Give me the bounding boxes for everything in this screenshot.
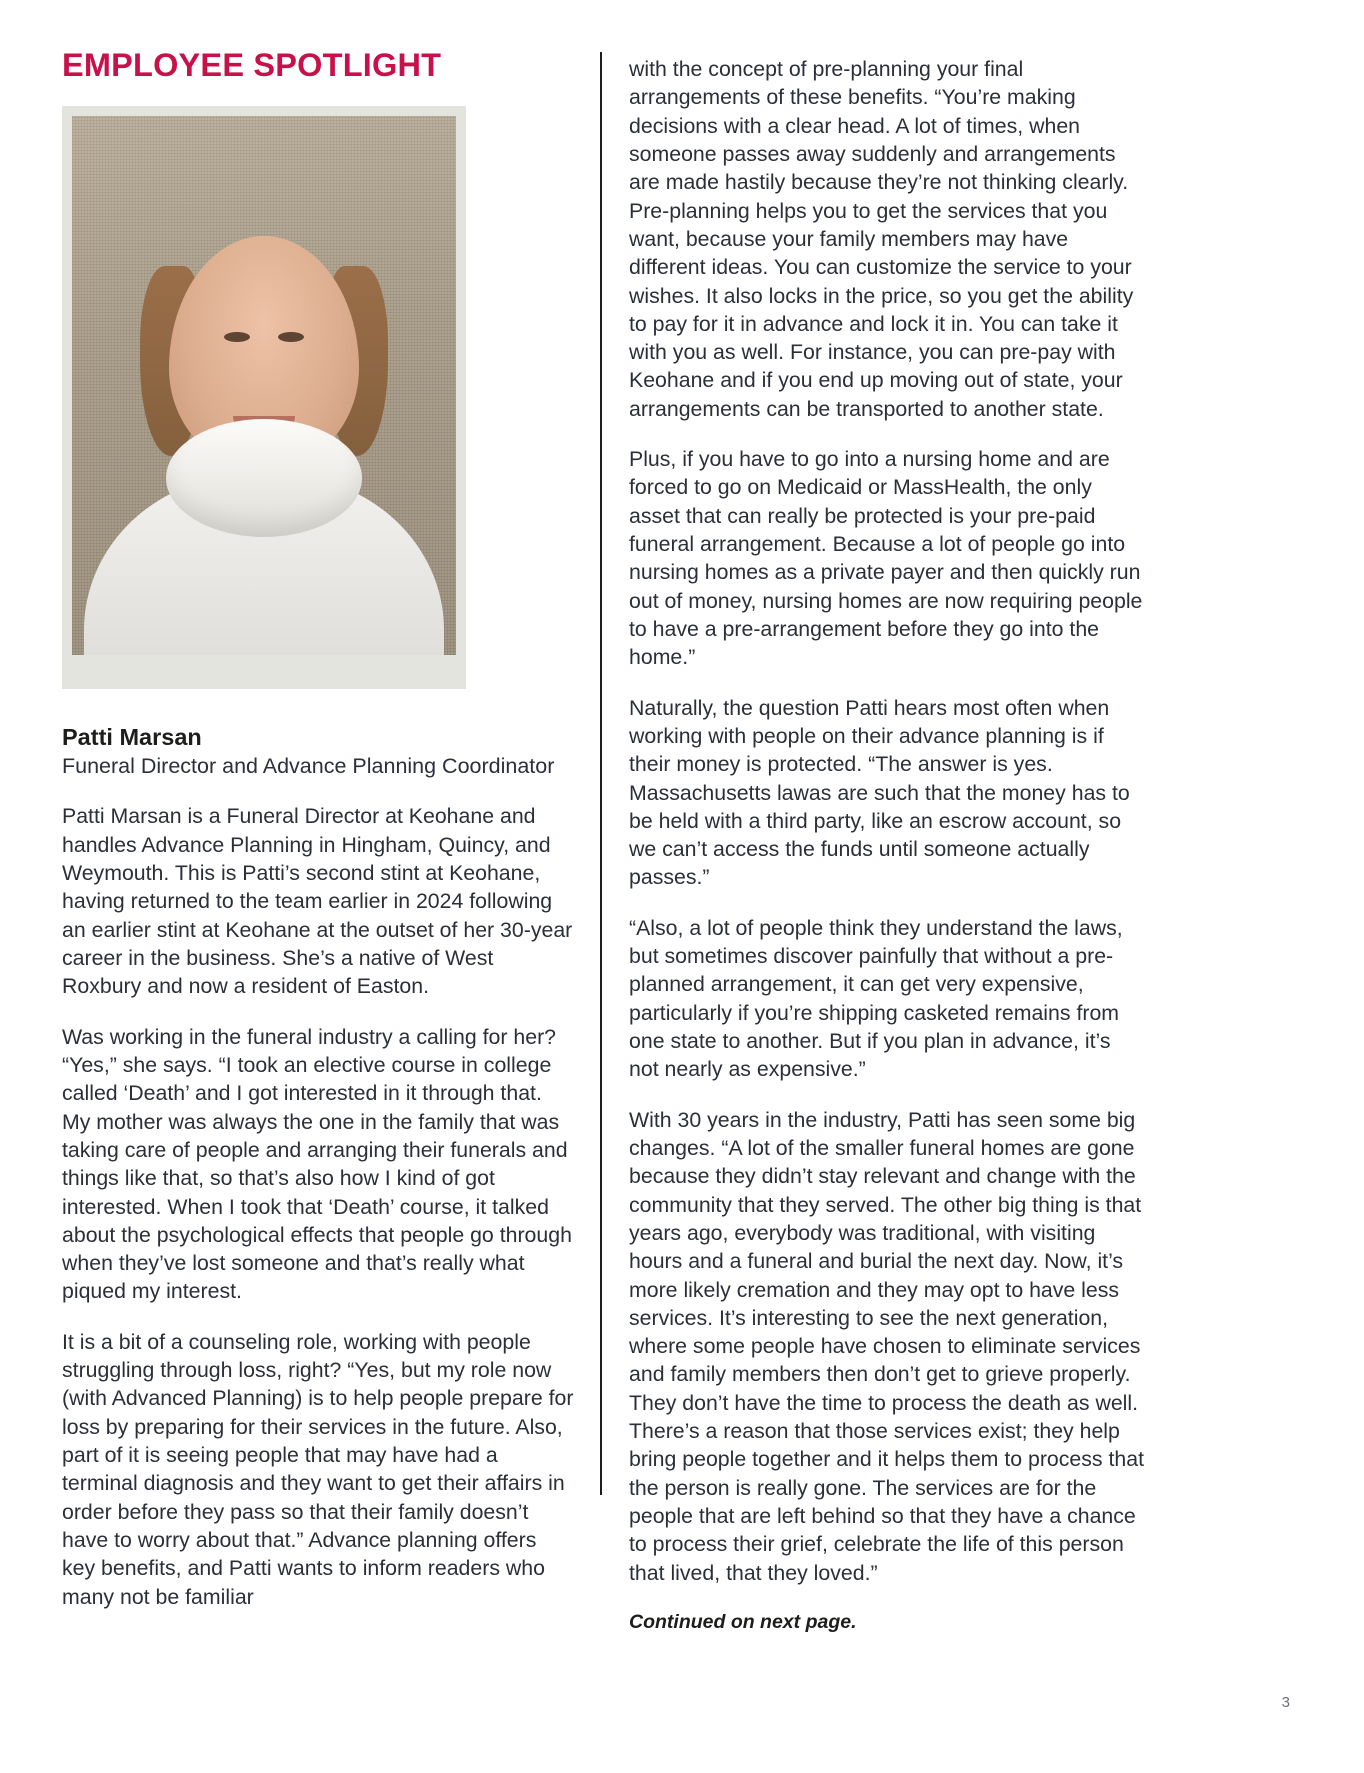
page-title: EMPLOYEE SPOTLIGHT xyxy=(62,47,442,83)
person-name: Patti Marsan xyxy=(62,723,202,750)
left-paragraph-3: It is a bit of a counseling role, working with people struggling through loss, right? “Yes, but my role now (with Advanced Planning) is to help people prepare for loss by preparing for their services in the future. Also, part of it is seeing people that may have had a terminal diagnosis and they want to get their affairs in order before they pass so that their family doesn’t have to worry about that.” Advance planning offers key benefits, and Patti wants to inform readers who many not be familiar xyxy=(62,1329,574,1609)
page-number: 3 xyxy=(1281,1694,1290,1711)
right-paragraph-5: With 30 years in the industry, Patti has seen some big changes. “A lot of the smaller funeral homes are gone because they didn’t stay relevant and change with the community that they served. The other big thing is that years ago, everybody was traditional, with visiting hours and a funeral and burial the next day. Now, it’s more likely cremation and they may opt to have less services. It’s interesting to see the next generation, where some people have chosen to eliminate services and family members then don’t get to grieve properly. They don’t have the time to process the death as well. There’s a reason that those services exist; they help bring people together and it helps them to process that the person is really gone. The services are for the people that are left behind so that they have a chance to process their grief, celebrate the life of this person that lived, that they loved.” xyxy=(629,1107,1145,1585)
portrait-photo-frame xyxy=(62,106,466,689)
right-paragraph-1: with the concept of pre-planning your final arrangements of these benefits. “You’re making decisions with a clear head. A lot of times, when someone passes away suddenly and arrangements are made hastily because they’re not thinking clearly. Pre-planning helps you to get the services that you want, because your family members may have different ideas. You can customize the service to your wishes. It also locks in the price, so you get the ability to pay for it in advance and lock it in. You can take it with you as well. For instance, you can pre-pay with Keohane and if you end up moving out of state, your arrangements can be transported to another state. xyxy=(629,57,1134,421)
column-divider xyxy=(600,52,602,1495)
left-paragraph-2: Was working in the funeral industry a calling for her? “Yes,” she says. “I took an elective course in college called ‘Death’ and I got interested in it through that. My mother was always the one in the family that was taking care of people and arranging their funerals and things like that, so that’s also how I kind of got interested. When I took that ‘Death’ course, it talked about the psychological effects that people go through when they’ve lost someone and that’s really what piqued my interest. xyxy=(62,1024,572,1304)
collar-shape xyxy=(166,419,362,537)
portrait-photo xyxy=(72,116,456,655)
right-column xyxy=(629,55,1145,1634)
continued-note: Continued on next page. xyxy=(629,1610,857,1633)
person-role: Funeral Director and Advance Planning Coordinator xyxy=(62,753,555,778)
left-eye-shape xyxy=(224,332,250,342)
right-paragraph-3: Naturally, the question Patti hears most often when working with people on their advance planning is if their money is protected. “The answer is yes. Massachusetts lawas are such that the money has to be held with a third party, like an escrow account, so we can’t access the funds until someone actually passes.” xyxy=(629,695,1130,890)
right-eye-shape xyxy=(278,332,304,342)
left-paragraph-1: Patti Marsan is a Funeral Director at Keohane and handles Advance Planning in Hingham, Quincy, and Weymouth. This is Patti’s second stint at Keohane, having returned to the team earlier in 2024 following an earlier stint at Keohane at the outset of her 30-year career in the business. She’s a native of West Roxbury and now a resident of Easton. xyxy=(62,804,573,999)
left-column xyxy=(62,48,574,1611)
right-paragraph-2: Plus, if you have to go into a nursing home and are forced to go on Medicaid or MassHealth, the only asset that can really be protected is your pre-paid funeral arrangement. Because a lot of people go into nursing homes as a private payer and then quickly run out of money, nursing homes are now requiring people to have a pre-arrangement before they go into the home.” xyxy=(629,447,1143,670)
right-paragraph-4: “Also, a lot of people think they understand the laws, but sometimes discover painfully that without a pre-planned arrangement, it can get very expensive, particularly if you’re shipping casketed remains from one state to another. But if you plan in advance, it’s not nearly as expensive.” xyxy=(629,915,1123,1082)
